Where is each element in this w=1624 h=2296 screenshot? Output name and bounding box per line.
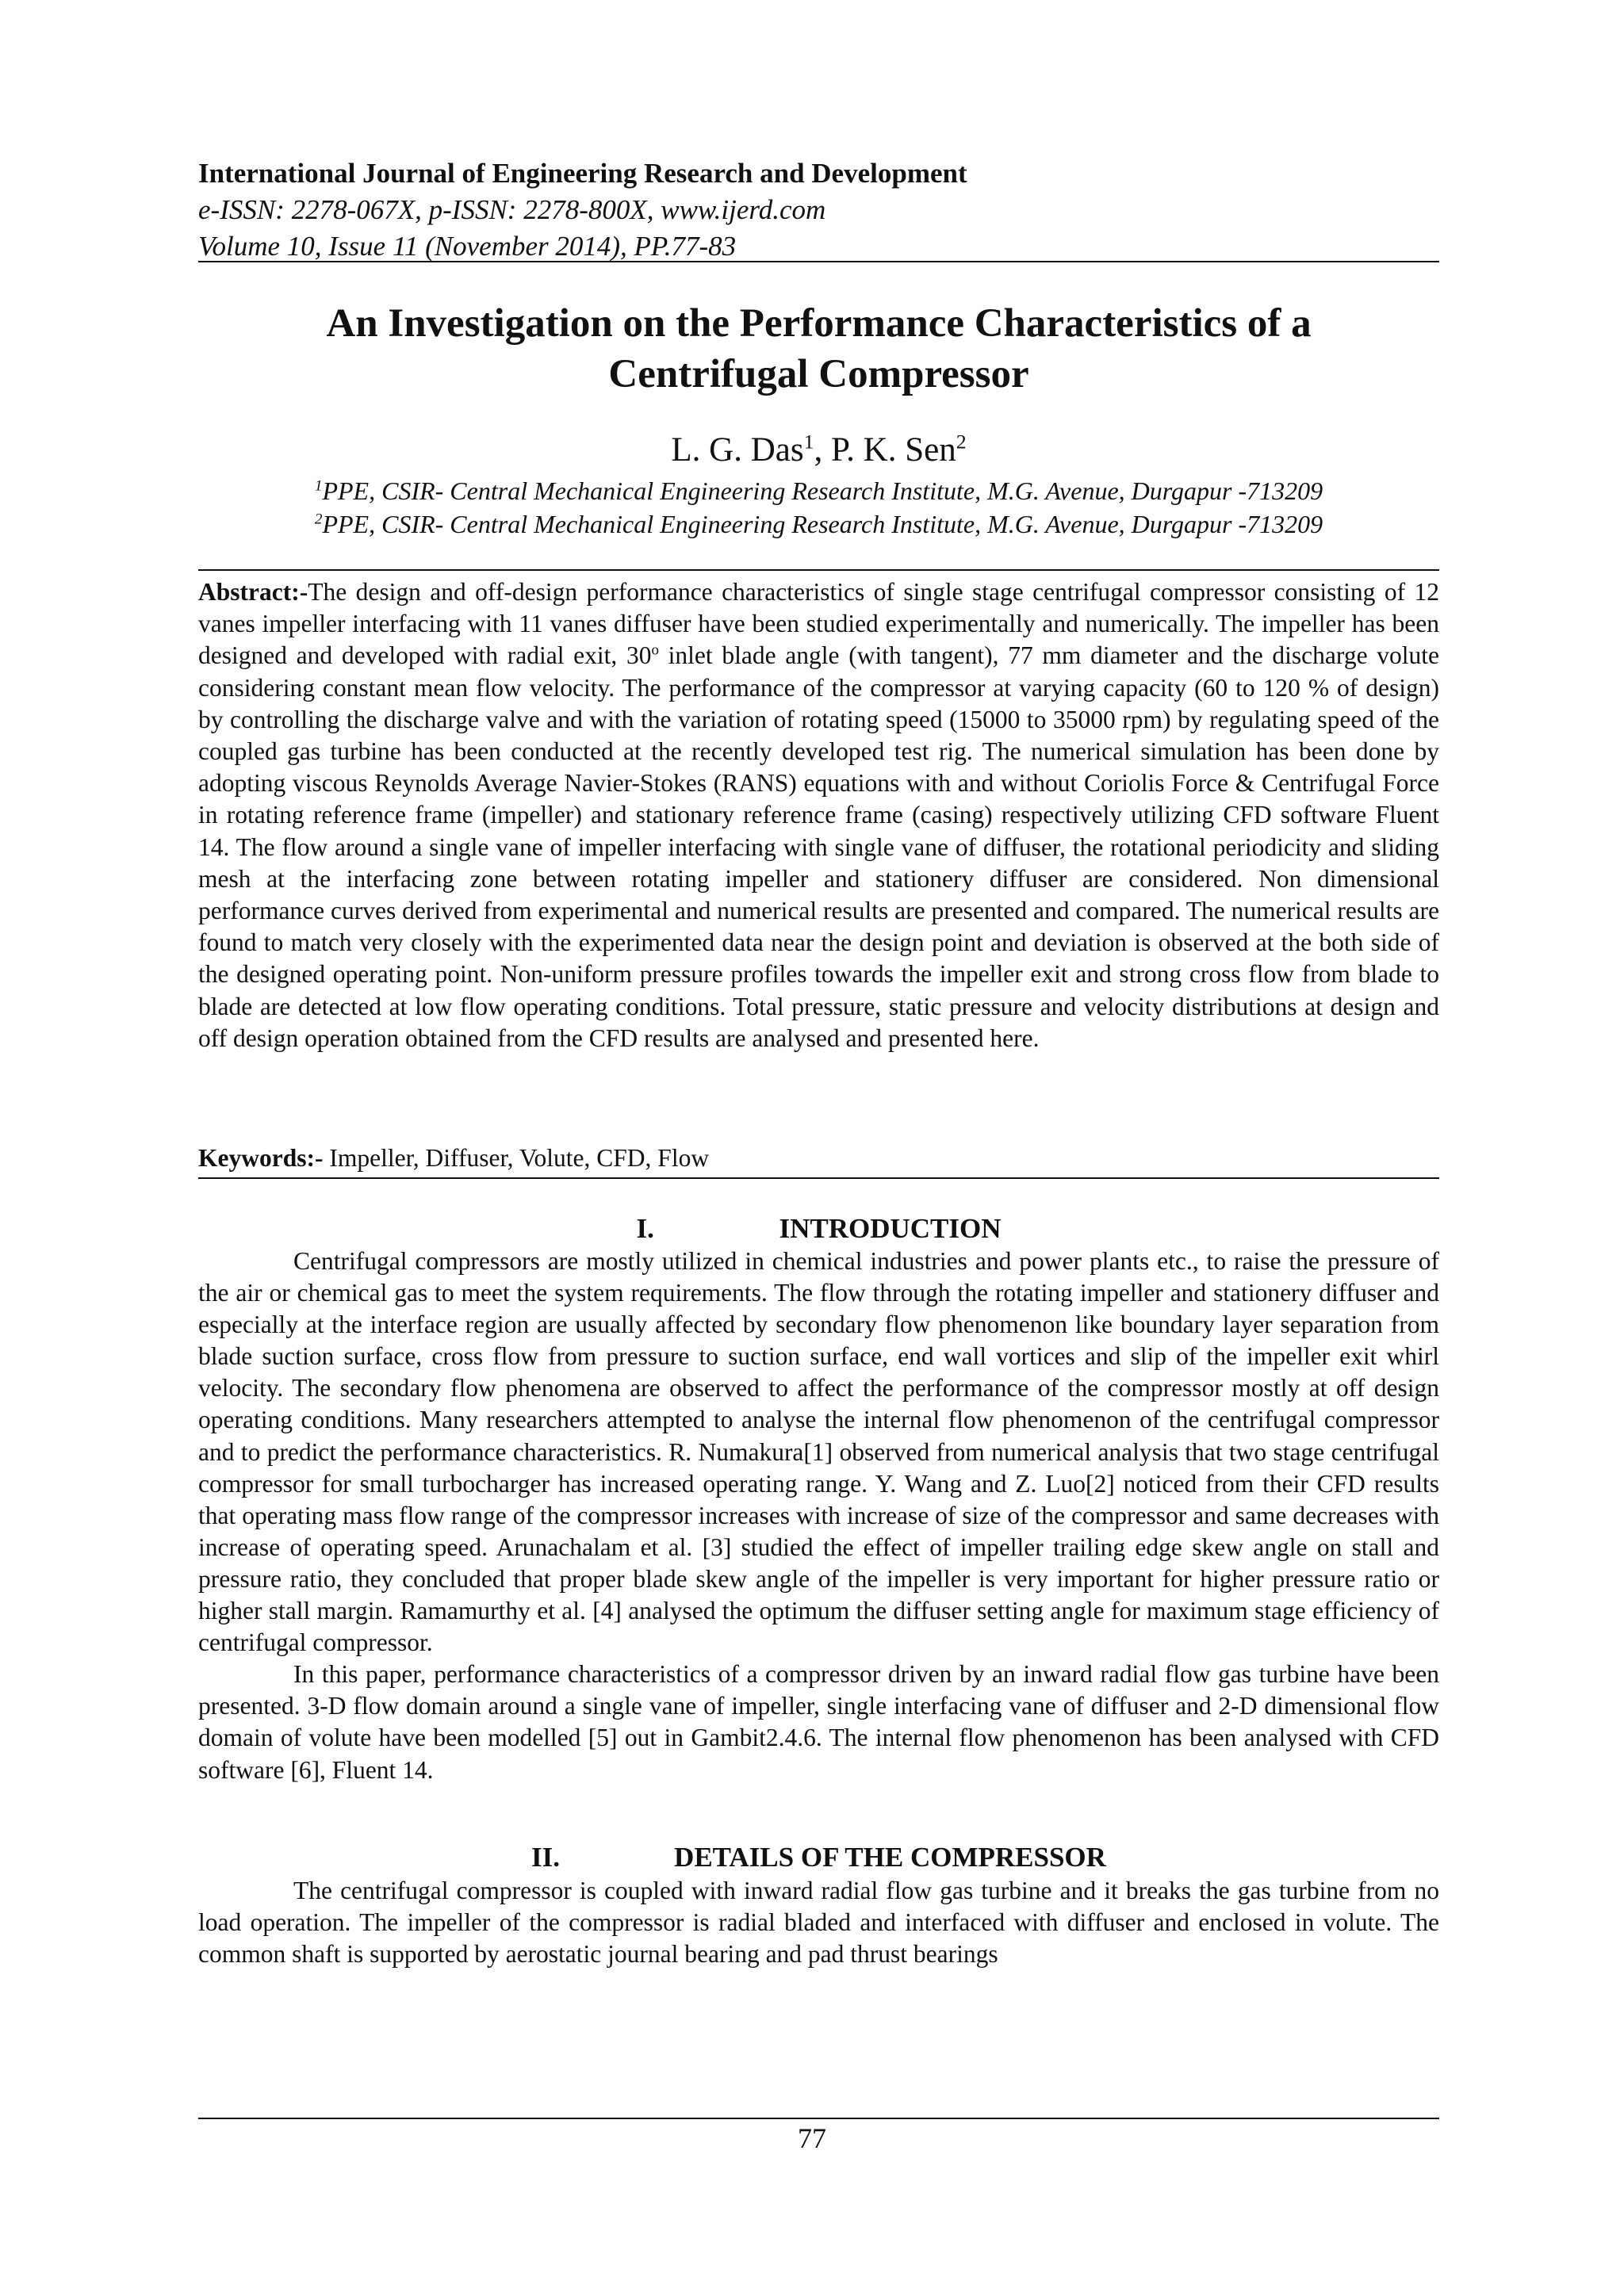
section-1-title: INTRODUCTION: [779, 1213, 1002, 1244]
keywords: [198, 1142, 1439, 1174]
author-2-mark: 2: [956, 430, 967, 453]
journal-issn: e-ISSN: 2278-067X, p-ISSN: 2278-800X, www.ijerd.com: [198, 194, 826, 225]
section-2-number: II.: [531, 1842, 561, 1873]
author-2-name: P. K. Sen: [831, 431, 956, 469]
section-2-title: DETAILS OF THE COMPRESSOR: [674, 1842, 1106, 1873]
affiliation-1: [198, 474, 1439, 507]
introduction-body: [198, 1246, 1439, 1786]
affiliation-2-text: PPE, CSIR- Central Mechanical Engineering Research Institute, M.G. Avenue, Durgapur -713209: [322, 510, 1323, 538]
affiliation-2: [198, 507, 1439, 541]
degree-mark: o: [651, 641, 659, 659]
footer-divider: [198, 2118, 1439, 2119]
section-1-number: I.: [636, 1213, 654, 1244]
abstract: [198, 576, 1439, 1054]
abstract-label: Abstract:-: [198, 578, 308, 606]
author-1-mark: 1: [803, 430, 814, 453]
abstract-paragraph: [198, 576, 1439, 1054]
page-number: 77: [798, 2122, 826, 2154]
affiliation-2-mark: 2: [314, 511, 323, 528]
intro-paragraph-2: In this paper, performance characteristics of a compressor driven by an inward radial flow gas turbine have been presented. 3-D flow domain around a single vane of impeller, single interfacing vane of diffuser and 2-D dimensional flow domain of volute have been modelled [5] out in Gambit2.4.6. The internal flow phenomenon has been analysed with CFD software [6], Fluent 14.: [198, 1660, 1439, 1784]
intro-paragraph-1: Centrifugal compressors are mostly utilized in chemical industries and power plants etc., to raise the pressure of the air or chemical gas to meet the system requirements. The flow through the rotating impeller and stationery diffuser and especially at the interface region are usually affected by secondary flow phenomenon like boundary layer separation from blade suction surface, cross flow from pressure to suction surface, end wall vortices and slip of the impeller exit whirl velocity. The secondary flow phenomena are observed to affect the performance of the compressor mostly at off design operating conditions. Many researchers attempted to analyse the internal flow phenomenon of the centrifugal compressor and to predict the performance characteristics. R. Numakura[1] observed from numerical analysis that two stage centrifugal compressor for small turbocharger has increased operating range. Y. Wang and Z. Luo[2] noticed from their CFD results that operating mass flow range of the compressor increases with increase of size of the compressor and same decreases with increase of operating speed. Arunachalam et al. [3] studied the effect of impeller trailing edge skew angle on stall and pressure ratio, they concluded that proper blade skew angle of the impeller is very important for higher pressure ratio or higher stall margin. Ramamurthy et al. [4] analysed the optimum the diffuser setting angle for maximum stage efficiency of centrifugal compressor.: [198, 1247, 1439, 1657]
affiliation-1-mark: 1: [314, 477, 323, 495]
affiliation-1-text: PPE, CSIR- Central Mechanical Engineering Research Institute, M.G. Avenue, Durgapur -713209: [322, 476, 1323, 505]
keywords-label: Keywords:-: [198, 1144, 324, 1172]
affiliations: [198, 474, 1439, 541]
author-1-name: L. G. Das: [671, 431, 804, 469]
journal-name: International Journal of Engineering Research and Development: [198, 158, 967, 189]
author-separator: ,: [814, 431, 831, 469]
section-heading-details: [198, 1841, 1439, 1874]
abstract-top-divider: [198, 569, 1439, 571]
keywords-text: Impeller, Diffuser, Volute, CFD, Flow: [323, 1144, 710, 1172]
author-list: [198, 428, 1439, 473]
journal-header: [198, 155, 1439, 265]
paper-title: [198, 298, 1439, 400]
abstract-text-a: The design and off-design performance characteristics of single stage centrifugal compressor consisting of 12 vanes impeller interfacing with 11 vanes diffuser have been studied experimentally and numerically. The impeller has been designed and developed with radial exit, 30: [198, 578, 1439, 670]
header-divider: [198, 261, 1439, 262]
details-paragraph-1: The centrifugal compressor is coupled with inward radial flow gas turbine and it breaks the gas turbine from no load operation. The impeller of the compressor is radial bladed and interfaced with diffuser and enclosed in volute. The common shaft is supported by aerostatic journal bearing and pad thrust bearings: [198, 1877, 1439, 1969]
title-line-1: An Investigation on the Performance Characteristics of a: [326, 301, 1312, 346]
section-heading-introduction: [198, 1212, 1439, 1246]
title-line-2: Centrifugal Compressor: [608, 352, 1029, 396]
abstract-text-b: inlet blade angle (with tangent), 77 mm diameter and the discharge volute considering constant mean flow velocity. The performance of the compressor at varying capacity (60 to 120 % of design) by controlling the discharge valve and with the variation of rotating speed (15000 to 35000 rpm) by regulating speed of the coupled gas turbine has been conducted at the recently developed test rig. The numerical simulation has been done by adopting viscous Reynolds Average Navier-Stokes (RANS) equations with and without Coriolis Force & Centrifugal Force in rotating reference frame (impeller) and stationary reference frame (casing) respectively utilizing CFD software Fluent 14. The flow around a single vane of impeller interfacing with single vane of diffuser, the rotational periodicity and sliding mesh at the interfacing zone between rotating impeller and stationery diffuser are considered. Non dimensional performance curves derived from experimental and numerical results are presented and compared. The numerical results are found to match very closely with the experimented data near the design point and deviation is observed at the both side of the designed operating point. Non-uniform pressure profiles towards the impeller exit and strong cross flow from blade to blade are detected at low flow operating conditions. Total pressure, static pressure and velocity distributions at design and off design operation obtained from the CFD results are analysed and presented here.: [198, 641, 1439, 1052]
details-body: [198, 1875, 1439, 1970]
journal-volume: Volume 10, Issue 11 (November 2014), PP.77-83: [198, 231, 737, 262]
keywords-divider: [198, 1177, 1439, 1179]
